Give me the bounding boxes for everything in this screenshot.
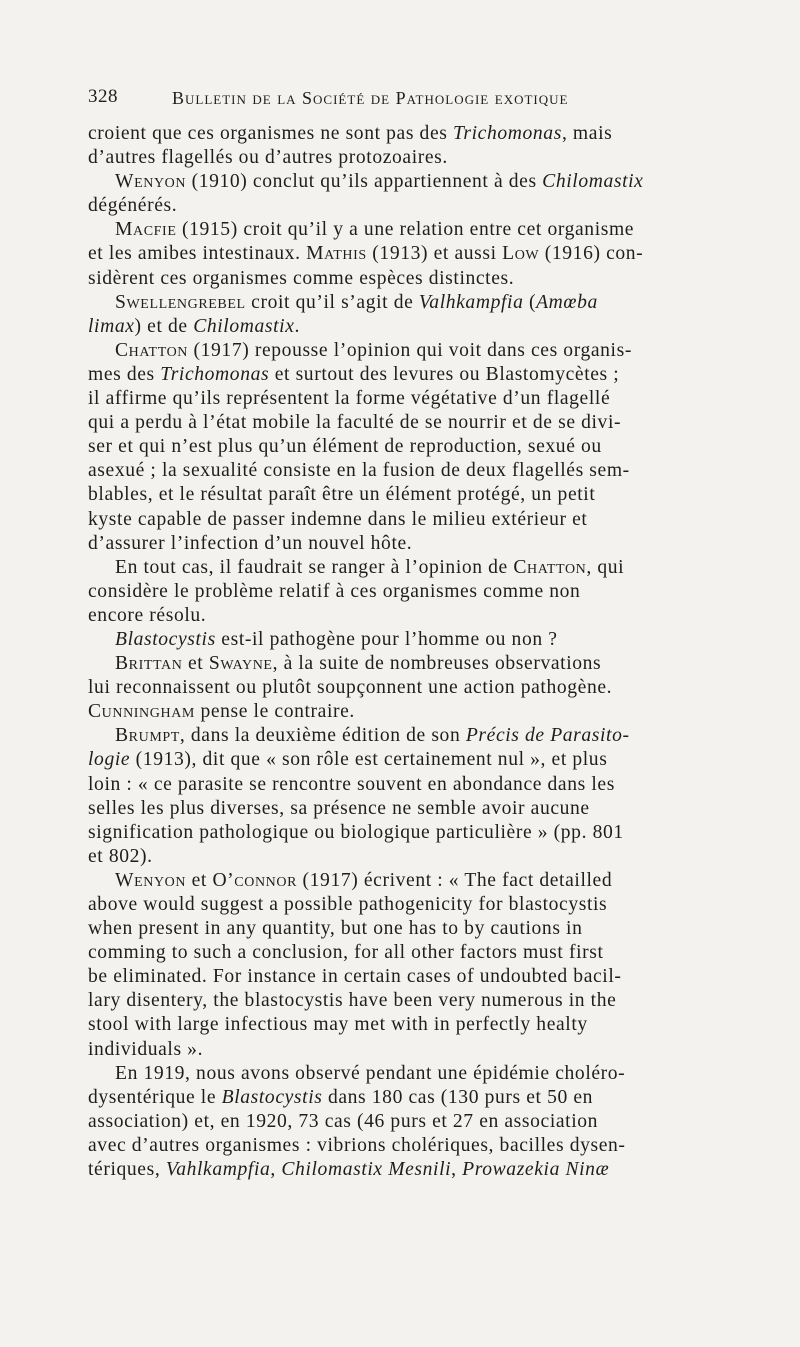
author-name: Swellengrebel: [115, 291, 246, 313]
text-line: et les amibes intestinaux. Mathis (1913) et aussi Low (1916) con-: [88, 243, 644, 265]
author-name: Wenyon: [115, 171, 187, 193]
text-line: dysentérique le Blastocystis dans 180 cas (130 purs et 50 en: [88, 1086, 594, 1108]
text-line: Blastocystis est-il pathogène pour l’homme ou non ?: [115, 628, 558, 650]
text-line: et 802).: [88, 845, 153, 867]
text-line: blables, et le résultat paraît être un élément protégé, un petit: [88, 484, 596, 506]
author-name: Macfie: [115, 219, 177, 241]
text-line: encore résolu.: [88, 604, 207, 626]
text-line: loin : « ce parasite se rencontre souvent en abondance dans les: [88, 773, 615, 795]
author-name: Brittan: [115, 653, 183, 675]
text-line: qui a perdu à l’état mobile la faculté de se nourrir et de se divi-: [88, 412, 622, 434]
italic-term: Trichomonas: [160, 363, 270, 385]
text-line: association) et, en 1920, 73 cas (46 purs et 27 en association: [88, 1110, 599, 1132]
italic-term: Vahlkampfia: [165, 1159, 271, 1181]
text-line: En 1919, nous avons observé pendant une épidémie choléro-: [115, 1062, 626, 1084]
text-line: dégénérés.: [88, 195, 178, 217]
text-line: il affirme qu’ils représentent la forme végétative d’un flagellé: [88, 388, 611, 410]
text-line: tériques, Vahlkampfia, Chilomastix Mesnili, Prowazekia Ninæ: [88, 1159, 610, 1181]
text-line: Brittan et Swayne, à la suite de nombreuses observations: [115, 653, 602, 675]
italic-term: Précis de Parasito-: [465, 725, 630, 747]
text-line: Brumpt, dans la deuxième édition de son Précis de Parasito-: [115, 725, 630, 747]
author-name: O’connor: [212, 869, 298, 891]
text-line: logie (1913), dit que « son rôle est certainement nul », et plus: [88, 749, 608, 771]
text-line: lary disentery, the blastocystis have been very numerous in the: [88, 990, 617, 1012]
text-line: sidèrent ces organismes comme espèces distinctes.: [88, 267, 515, 289]
italic-term: limax: [88, 315, 135, 337]
text-line: selles les plus diverses, sa présence ne semble avoir aucune: [88, 797, 590, 819]
italic-term: Trichomonas: [452, 123, 562, 144]
page-number: 328: [88, 86, 118, 107]
author-name: Low: [502, 243, 540, 265]
author-name: Mathis: [306, 243, 367, 265]
text-line: Wenyon (1910) conclut qu’ils appartiennent à des Chilomastix: [115, 171, 644, 193]
italic-term: Blastocystis: [221, 1086, 323, 1108]
author-name: Cunningham: [88, 701, 195, 723]
italic-term: Valhkampfia: [418, 291, 524, 313]
text-line: Chatton (1917) repousse l’opinion qui voit dans ces organis-: [115, 339, 632, 361]
text-line: d’assurer l’infection d’un nouvel hôte.: [88, 532, 413, 554]
page-header: [88, 82, 725, 116]
author-name: Swayne: [208, 653, 273, 675]
text-line: ser et qui n’est plus qu’un élément de reproduction, sexué ou: [88, 436, 602, 458]
italic-term: Chilomastix: [193, 315, 295, 337]
italic-term: logie: [88, 749, 131, 771]
text-line: Cunningham pense le contraire.: [88, 701, 355, 723]
text-line: individuals ».: [88, 1038, 204, 1060]
text-line: asexué ; la sexualité consiste en la fusion de deux flagellés sem-: [88, 460, 630, 482]
text-line: d’autres flagellés ou d’autres protozoaires.: [88, 147, 448, 169]
text-line: considère le problème relatif à ces organismes comme non: [88, 580, 581, 602]
italic-term: Blastocystis: [115, 628, 216, 650]
text-line: Macfie (1915) croit qu’il y a une relation entre cet organisme: [115, 219, 635, 241]
text-line: Swellengrebel croit qu’il s’agit de Valhkampfia (Amœba: [115, 291, 598, 313]
text-line: En tout cas, il faudrait se ranger à l’opinion de Chatton, qui: [115, 556, 625, 578]
text-line: mes des Trichomonas et surtout des levures ou Blastomycètes ;: [88, 363, 620, 385]
text-line: kyste capable de passer indemne dans le milieu extérieur et: [88, 508, 588, 530]
italic-term: Amœba: [536, 291, 598, 313]
text-line: when present in any quantity, but one has to by cautions in: [88, 918, 583, 940]
author-name: Brumpt: [115, 725, 180, 747]
text-line: Wenyon et O’connor (1917) écrivent : « The fact detailled: [115, 869, 613, 891]
running-title: Bulletin de la Société de Pathologie exotique: [172, 88, 569, 108]
body-text: [88, 122, 725, 1182]
text-line: above would suggest a possible pathogenicity for blastocystis: [88, 894, 608, 915]
text-line: signification pathologique ou biologique particulière » (pp. 801: [88, 821, 624, 843]
author-name: Wenyon: [115, 869, 187, 891]
italic-term: Chilomastix: [542, 171, 644, 193]
author-name: Chatton: [513, 556, 587, 578]
text-line: be eliminated. For instance in certain cases of undoubted bacil-: [88, 966, 622, 988]
italic-term: Chilomastix Mesnili: [281, 1159, 452, 1181]
text-line: limax) et de Chilomastix.: [88, 315, 300, 337]
text-line: lui reconnaissent ou plutôt soupçonnent une action pathogène.: [88, 677, 613, 699]
author-name: Chatton: [115, 339, 189, 361]
text-line: stool with large infectious may met with in perfectly healty: [88, 1014, 588, 1036]
italic-term: Prowazekia Ninæ: [462, 1159, 610, 1181]
text-line: croient que ces organismes ne sont pas des Trichomonas, mais: [88, 123, 613, 144]
text-line: avec d’autres organismes : vibrions cholériques, bacilles dysen-: [88, 1134, 626, 1156]
text-line: comming to such a conclusion, for all other factors must first: [88, 942, 604, 964]
